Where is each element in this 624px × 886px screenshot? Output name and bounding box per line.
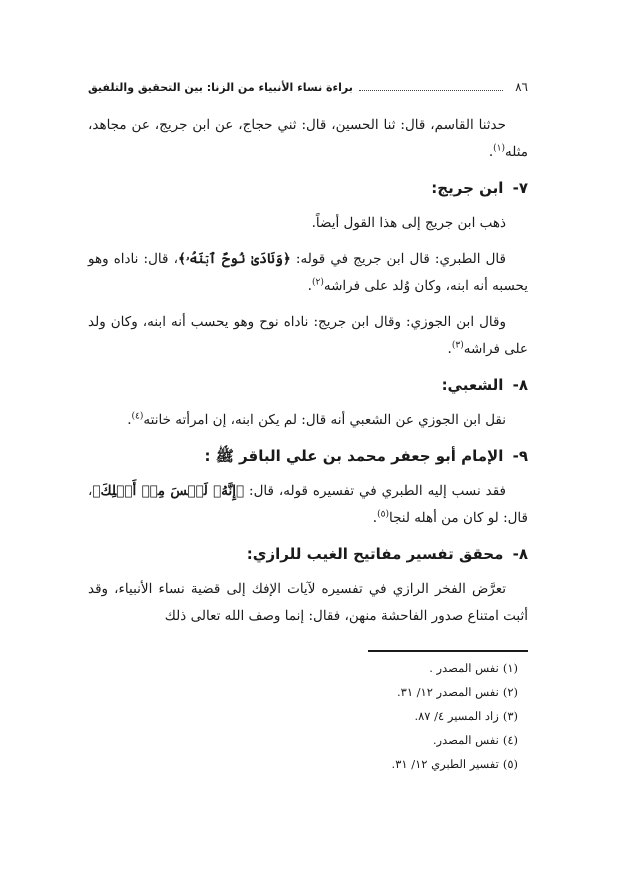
footnote-text: نفس المصدر . bbox=[429, 661, 499, 675]
footnote-separator bbox=[368, 650, 528, 652]
footnote-ref-3[interactable]: (٣) bbox=[451, 340, 464, 351]
section-title: الشعبي: bbox=[441, 376, 504, 394]
footnote-text: نفس المصدر. bbox=[432, 733, 499, 747]
footnote bbox=[88, 704, 528, 728]
section-number: ٧- bbox=[512, 179, 528, 197]
section-title: محقق تفسير مفاتيح الغيب للرازي: bbox=[246, 545, 504, 563]
quran-quote: ﴿إِنَّهُۥ لَيۡسَ مِنۡ أَهۡلِكَ﴾ bbox=[92, 483, 245, 499]
section-number: ٩- bbox=[512, 447, 528, 465]
footnote-text: زاد المسير ٤/ ٨٧. bbox=[414, 709, 499, 723]
footnote-number: (٥) bbox=[502, 757, 518, 771]
section-heading-10 bbox=[88, 541, 528, 568]
paragraph-2: ذهب ابن جريج إلى هذا القول أيضاً. bbox=[311, 215, 506, 231]
footnote-ref-2[interactable]: (٢) bbox=[311, 277, 324, 288]
footnote bbox=[88, 752, 528, 776]
footnote-ref-4[interactable]: (٤) bbox=[131, 411, 144, 422]
footnote-ref-1[interactable]: (١) bbox=[493, 143, 505, 154]
footnote-number: (١) bbox=[502, 661, 518, 675]
honorific-symbol: ﷺ : bbox=[204, 447, 234, 465]
paragraph-5: نقل ابن الجوزي عن الشعبي أنه قال: لم يكن ابنه، إن امرأته خانته$^{(٤)}$. bbox=[127, 411, 506, 428]
footnote bbox=[88, 656, 528, 680]
footnote-text: نفس المصدر ١٢/ ٣١. bbox=[397, 685, 499, 699]
section-title: ابن جريج: bbox=[431, 179, 504, 197]
paragraph-4: وقال ابن الجوزي: وقال ابن جريج: ناداه نوح وهو يحسب أنه ابنه، وكان ولد على فراشه$^{(٣)}$. bbox=[88, 314, 528, 357]
section-heading-8 bbox=[88, 372, 528, 399]
running-header bbox=[88, 80, 528, 94]
running-title: براءة نساء الأنبياء من الزنا: بين التحقيق والتلفيق bbox=[88, 81, 353, 94]
paragraph-1: حدثنا القاسم، قال: ثنا الحسين، قال: ثني حجاج، عن ابن جريج، عن مجاهد، مثله$^{(١)}$. bbox=[88, 117, 528, 160]
footnote bbox=[88, 728, 528, 752]
section-number: ٨- bbox=[512, 545, 528, 563]
section-title: الإمام أبو جعفر محمد بن علي الباقر bbox=[239, 447, 504, 465]
footnote-number: (٣) bbox=[502, 709, 518, 723]
section-number: ٨- bbox=[512, 376, 528, 394]
footnote bbox=[88, 680, 528, 704]
paragraph-7: تعرَّض الفخر الرازي في تفسيره لآيات الإفك إلى قضية نساء الأنبياء، وقد أثبت امتناع صدور الفاحشة منهن، فقال: إنما وصف الله تعالى ذلك bbox=[88, 581, 528, 624]
footnote-text: تفسير الطبري ١٢/ ٣١. bbox=[391, 757, 499, 771]
section-heading-9 bbox=[88, 443, 528, 470]
main-text bbox=[88, 112, 528, 639]
header-leader-dots bbox=[359, 82, 503, 91]
section-heading-7 bbox=[88, 175, 528, 202]
quran-quote: ﴿وَنَادَىٰ نُوحٌ ٱبۡنَهُۥ﴾ bbox=[177, 251, 291, 267]
page-number: ٨٦ bbox=[515, 80, 528, 94]
footnote-ref-5[interactable]: (٥) bbox=[377, 509, 389, 520]
paragraph-3: قال الطبري: قال ابن جريج في قوله: ﴿وَنَادَىٰ نُوحٌ ٱبۡنَهُۥ﴾، قال: ناداه وهو يحسبه أنه ابنه، وكان وُلد على فراشه$^{(٢)}$. bbox=[88, 251, 528, 294]
footnotes bbox=[88, 656, 528, 776]
footnote-number: (٤) bbox=[502, 733, 518, 747]
footnote-number: (٢) bbox=[502, 685, 518, 699]
paragraph-6: فقد نسب إليه الطبري في تفسيره قوله، قال: ﴿إِنَّهُۥ لَيۡسَ مِنۡ أَهۡلِكَ﴾، قال: لو كان من أهله لنجا$^{(٥)}$. bbox=[88, 483, 528, 526]
